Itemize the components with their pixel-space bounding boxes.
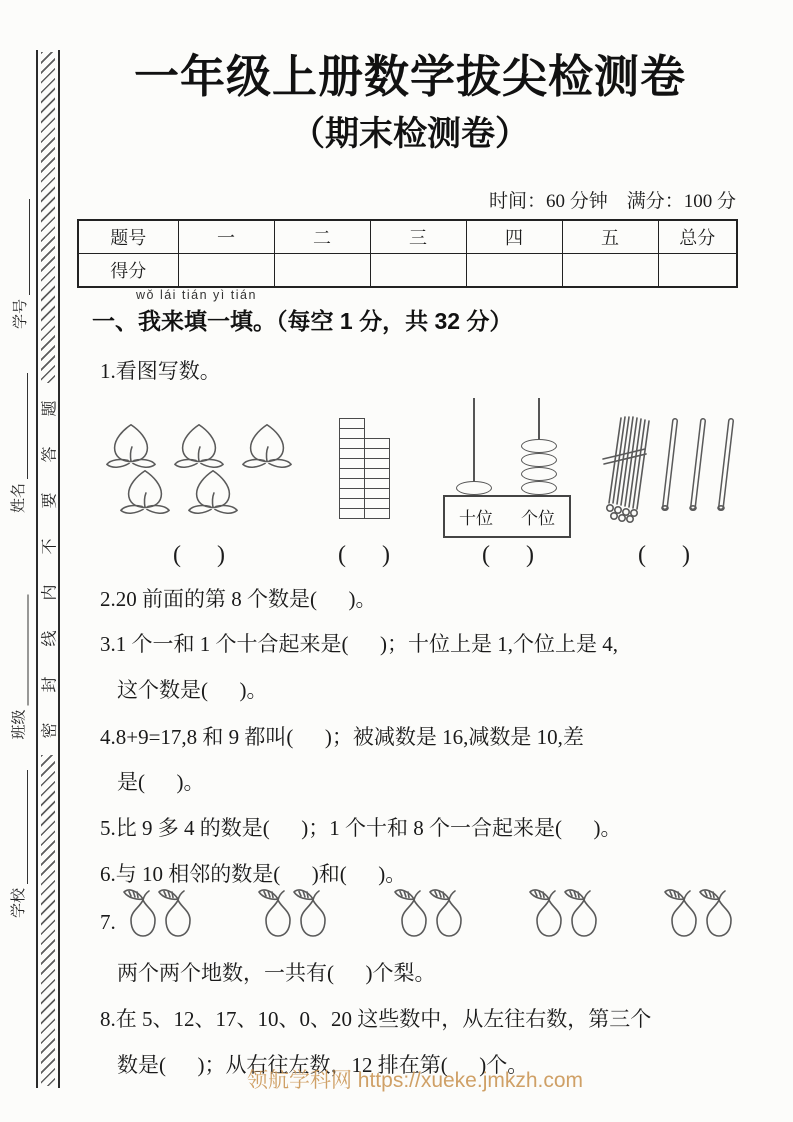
abacus-ones-rod — [538, 398, 540, 439]
seal-char: 答 — [41, 445, 59, 463]
seal-char: 密 — [41, 721, 59, 739]
header-cell: 二 — [274, 220, 370, 254]
peaches-picture — [103, 398, 295, 540]
seal-hatch-bottom — [41, 755, 55, 1086]
abacus-base — [443, 495, 571, 538]
peach-icon — [103, 421, 159, 471]
score-row-label: 得分 — [78, 254, 178, 288]
pear-pair — [663, 888, 740, 942]
class-line — [14, 595, 29, 706]
score-cell — [178, 254, 274, 288]
question-8-line2: 数是( )；从右往左数，12 排在第( )个。 — [117, 1053, 529, 1077]
watermark: 领航学科网 https://xueke.jmkzh.com — [246, 1069, 584, 1092]
pear-icon — [428, 888, 470, 942]
seal-hatch-top — [41, 52, 55, 383]
name-field — [8, 373, 28, 513]
school-field — [8, 770, 28, 918]
seal-line-strip — [36, 50, 60, 1088]
score-cell — [274, 254, 370, 288]
answer-blank: ( ) — [338, 542, 390, 568]
abacus-picture — [441, 398, 575, 540]
question-8-line1: 8.在 5、12、17、10、0、20 这些数中，从左往右数，第三个 — [100, 1007, 652, 1031]
pear-pair — [257, 888, 334, 942]
question-7-number: 7. — [100, 910, 116, 934]
pear-pair — [122, 888, 199, 942]
blocks-figure — [300, 398, 428, 570]
student-id-line — [15, 199, 30, 295]
question-4-line1: 4.8+9=17,8 和 9 都叫( )；被减数是 16,减数是 10,差 — [100, 725, 584, 749]
score-cell — [370, 254, 466, 288]
student-id-field — [10, 199, 30, 329]
question-3-line2: 这个数是( )。 — [117, 678, 268, 702]
peach-icon — [239, 421, 295, 471]
pear-icon — [698, 888, 740, 942]
seal-char: 题 — [41, 399, 59, 417]
exam-meta: 时间：60 分钟 满分：100 分 — [488, 191, 736, 212]
section-heading: 一、我来填一填。（每空 1 分，共 32 分） — [92, 308, 513, 334]
abacus-bead — [521, 481, 557, 495]
abacus-bead — [521, 439, 557, 453]
tens-place-label: 十位 — [459, 509, 493, 528]
blocks-tens-column — [339, 419, 365, 519]
pear-icon — [563, 888, 605, 942]
ones-place-label: 个位 — [521, 509, 555, 528]
question-1-text: 1.看图写数。 — [100, 359, 221, 383]
seal-char: 内 — [41, 583, 59, 601]
header-cell: 题号 — [78, 220, 178, 254]
sticks-icon — [589, 413, 739, 525]
abacus-bead — [456, 481, 492, 495]
peach-icon — [185, 467, 241, 517]
answer-blank: ( ) — [482, 542, 534, 568]
answer-blank: ( ) — [638, 542, 690, 568]
class-field — [9, 595, 29, 740]
pear-pair — [528, 888, 605, 942]
blocks-ones-column — [364, 439, 390, 519]
score-table-score-row — [78, 254, 737, 288]
header-cell: 四 — [466, 220, 562, 254]
peach-icon — [171, 421, 227, 471]
header-cell: 五 — [562, 220, 658, 254]
sticks-figure — [588, 398, 740, 570]
score-cell — [562, 254, 658, 288]
pear-icon — [157, 888, 199, 942]
blocks-picture — [339, 398, 390, 540]
pear-pair — [393, 888, 470, 942]
question-4-line2: 是( )。 — [117, 770, 205, 794]
seal-char: 要 — [41, 491, 59, 509]
class-label: 班级 — [11, 709, 28, 740]
question-7-pears — [122, 888, 740, 942]
name-label: 姓名 — [11, 482, 27, 513]
score-table — [77, 219, 738, 288]
header-cell: 总分 — [658, 220, 737, 254]
peaches-figure — [108, 398, 290, 570]
header-cell: 三 — [370, 220, 466, 254]
seal-char: 不 — [41, 537, 59, 555]
question-6-text: 6.与 10 相邻的数是( )和( )。 — [100, 862, 407, 886]
section-pinyin: wǒ lái tián yì tián — [136, 288, 257, 302]
answer-blank: ( ) — [173, 542, 225, 568]
sticks-picture — [589, 398, 739, 540]
seal-char: 封 — [41, 675, 59, 693]
question-7-text: 两个两个地数，一共有( )个梨。 — [117, 961, 436, 985]
score-cell — [658, 254, 737, 288]
peach-icon — [117, 467, 173, 517]
pear-icon — [292, 888, 334, 942]
score-table-header-row — [78, 220, 737, 254]
school-line — [13, 770, 28, 884]
question-2-text: 2.20 前面的第 8 个数是( )。 — [100, 587, 377, 611]
seal-char: 线 — [41, 629, 59, 647]
abacus-tens-rod — [473, 398, 475, 481]
question-5-text: 5.比 9 多 4 的数是( )；1 个十和 8 个一合起来是( )。 — [100, 816, 622, 840]
abacus-figure — [438, 398, 578, 570]
student-id-label: 学号 — [13, 298, 29, 329]
header-cell: 一 — [178, 220, 274, 254]
page-subtitle: （期末检测卷） — [291, 115, 529, 153]
score-cell — [466, 254, 562, 288]
question-3-line1: 3.1 个一和 1 个十合起来是( )；十位上是 1,个位上是 4, — [100, 632, 618, 656]
name-line — [13, 373, 28, 479]
abacus-bead — [521, 453, 557, 467]
page-title: 一年级上册数学拔尖检测卷 — [133, 51, 686, 102]
abacus-bead — [521, 467, 557, 481]
school-label: 学校 — [11, 887, 27, 918]
question-1-figures — [108, 398, 740, 570]
